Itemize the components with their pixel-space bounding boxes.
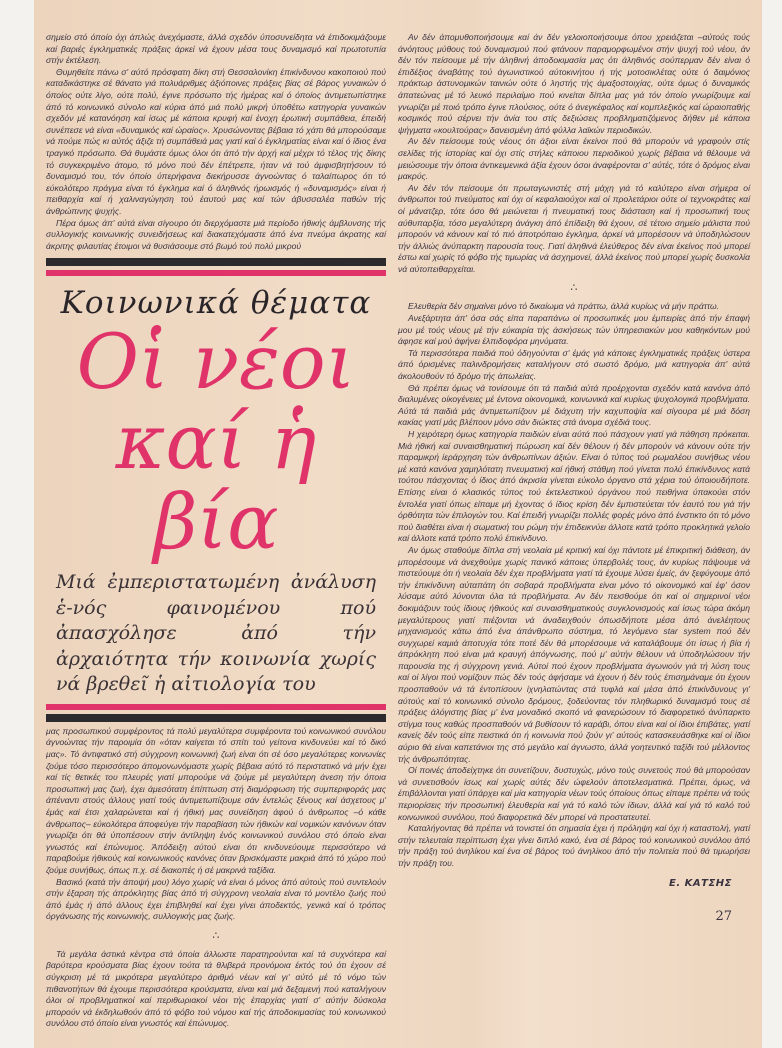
paragraph: μας προσωπικού συμφέροντος τά πολύ μεγαλύτερα συμφέροντα τού κοινωνικού συνόλου άγνοώντας τήν παροιμία ότι «όταν καίγεται τό σπίτι τού γείτονα κινδυνεύει καί τό δικό μας». Τό άντιφατικό στή σύγχρονη κοινωνική ζωή είναι ότι σέ όσο μεγαλύτερες κοινωνίες ζούμε τόσο περισσότερο άπομονωνόμαστε χωρίς βέβαια αύτό τό περιστατικό νά μήν έχει καί τίς θετικές του πλευρές γιατί μπορούμε νά ζούμε μέ μεγαλύτερη άνεση τήν όποια προσωπική μας ζωή, έχει άμεσότατη έπίπτωση στή διαμόρφωση τής συμπεριφοράς μας άπέναντι στούς άλλους γιατί τούς άντιμετωπίζουμε σάν έντελώς ξένους καί άσχετους μ' έμάς καί έτσι χαλαρώνεται καί ή ήθική μας συνείδηση άφού ό άνθρωπος –ό κάθε άνθρωπος– εύκολότερα άποφεύγει τήν παραβίαση τών ήθικών καί νομικών κανόνων όταν γνωρίζει ότι θά ύποπέσουν στήν άντίληψη ένός κοινωνικού συνόλου στό όποίο είναι γνωστός καί έπώνυμος. Άπόδειξη αύτού είναι ότι κινδυνεύουμε περισσότερο νά παραβούμε ήθικούς καί κοινωνικούς κανόνες όταν βρισκόμαστε μακριά άπό τό χώρο πού ζούμε συνήθως, όπως π.χ. σέ διακοπές ή σέ μακρινά ταξίδια. [46, 725, 386, 875]
separator-dots: ∴ [212, 928, 220, 942]
right-column-bottom-text [398, 301, 750, 869]
paragraph: Θυμηθείτε πάνω σ' αύτό πρόσφατη δίκη στή Θεσσαλονίκη έπικίνδυνου κακοποιού πού καταδικάστηκε σέ θάνατο γιά πολυάριθμες άξιόποινες πράξεις βίας σέ βάρος γυναικών ό όποίος ούτε λίγο, ούτε πολύ, έγινε πρόσωπο τής ήμέρας καί ό όποίος άντιμετωπίστηκε άπό τό κοινωνικό σύνολο καί κύρια άπό μιά πολύ μικρή ύποθέτω κατηγορία γυναικών σχεδόν μέ κατανόηση καί ίσως μέ κάποια κρυφή καί ένοχη έρωτική συμπάθεια, έπειδή συνέπεσε νά είναι «δυναμικός καί ώραίος». Χρυσώνοντας βέβαια τό χάπι θά μπορούσαμε νά πούμε πώς κι αύτός άξιζε τή συμπάθειά μας γιατί καί ό έγκληματίας είναι καί ό ίδιος ένα τραγικό πρόσωπο. Θά θυμάστε όμως όλοι ότι άπό τήν άρχή καί μέχρι τό τέλος τής δίκης τό συγκεκριμένο άτομο, τό μόνο πού δέν έπέτρεπε, ήταν νά τού άμφισβητήσουν τό δυναμισμό του, τόν όποίο ύπερήφανα διεκήρυσσε άγνοώντας ό ταλαίπωρος ότι τό εύκολότερο πράγμα είναι τό έγκλημα καί ό άληθινός ήρωισμός ή «δυναμισμός» είναι ή πειθαρχία καί ή χαλιναγώγηση τού έαυτού μας καί τών άβυσσαλέα παθών τής άνθρώπινης ψυχής. [46, 66, 386, 216]
left-column-bottom-text [46, 726, 386, 923]
right-column-top-text [398, 32, 750, 275]
paragraph: Οί ποινές άποδείχτηκε ότι συνετίζουν, δυστυχώς, μόνο τούς συνετούς πού θά μπορούσαν νά συνετισθούν ίσως καί χωρίς αύτές δέν ώφελούν άποτελεσματικά. Πρέπει, όμως, νά έπιβάλλονται γιατί ύπάρχει καί μία κατηγορία νέων τούς όποίους όπως είπαμε πρέπει νά τούς περιορίσεις τήν προσωπική έλευθερία καί γιά τό καλό τών ίδιων, άλλά καί γιά τό καλό τού κοινωνικού συνόλου, πού διαφορετικά δέν μπορεί νά προστατευτεί. [398, 765, 750, 822]
left-column-final-text [46, 949, 386, 1030]
paragraph: Ανεξάρτητα άπ' όσα σάς είπα παραπάνω οί προσωπικές μου έμπειρίες άπό τήν έπαφή μου μέ τούς νέους μέ τήν εύκαιρία τής άσκήσεως τών ύπηρεσιακών μου καθηκόντων μού άφησε καί μού άφήνει έλπιδοφόρα μηνύματα. [398, 313, 750, 347]
subtitle: Μιά ἐμπεριστατωμένη ἀνάλυση ἑ-νός φαινομένου πού ἀπασχόλησε ἀπό τήν ἀρχαιότητα τήν κοινωνία χωρίς νά βρεθεῖ ἡ αἰτιολογία του [56, 571, 376, 696]
paragraph: σημείο στό όποίο όχι άπλώς άνεχόμαστε, άλλά σχεδόν ύποσυνείδητα νά έπιδοκιμάζουμε καί βαριές έγκληματικές πράξεις άρκεί νά έχουν μέσα τους δυναμισμό καί πρωτοτυπία στήν έκτέλεση. [46, 32, 386, 66]
page-number: 27 [715, 908, 732, 924]
paragraph: Ελευθερία δέν σημαίνει μόνο τό δικαίωμα νά πράττω, άλλά κυρίως νά μήν πράττω. [408, 301, 720, 312]
headline-line-2: καί ἡ βία [115, 397, 317, 567]
divider-bar-black [46, 714, 386, 722]
magazine-page [34, 0, 762, 1048]
divider-bar-black [46, 258, 386, 266]
paragraph: Αν δέν άπομυθοποιήσουμε καί άν δέν γελοιοποιήσουμε όπου χρειάζεται –αύτούς τούς άνόητους μύθους τού δυναμισμού πού φτάνουν παραμορφωμένοι στήν ψυχή τού νέου, άν δέν τόν πείσουμε μέ τήν άληθινή άποδοκιμασία μας ότι άληθινός σούπερμαν δέν είναι ό έπιδέξιος άναβάτης τού άγωνιστικού αύτοκινήτου ή τής μοτοσικλέτας ούτε ό δαιμόνιος πράκτωρ άστυνομικών ταινιών ούτε ό ληστής τής άμαξοστοιχίας, ούτε όμως ό δυναμικός άπατεώνας μέ τό λευκό περιλαίμιο πού κινείται δίπλα μας γιά τόν όποίο γνωρίζουμε καί γνωρίζει μέ ποιό τρόπο έγινε πλούσιος, ούτε ό άνεγκέφαλος καί κομπλεξικός καί ώραιοπαθής κοσμικός πού σέρνει τήν άνία του στίς δεξιώσεις προβληματιζόμενος δήθεν μέ κάποια ψήγματα «κουλτούρας» δανεισμένη άπό φύλλα λαϊκών περιοδικών. [398, 32, 750, 135]
paragraph: Βασικό (κατά τήν άποψή μου) λόγο χωρίς νά είναι ό μόνος άπό αύτούς πού συντελούν στήν έξαρση τής άπρόκλητης βίας άπό τή σύγχρονη νεολαία είναι τό μοντέλο ζωής πού άπό έμάς ή άπό άλλους έχει έπιβληθεί καί έχει γίνει άποδεκτός, γενικά καί ό τρόπος όργάνωσης τής κοινωνικής, συλλογικής μας ζωής. [46, 876, 386, 922]
paragraph: Θά πρέπει όμως νά τονίσουμε ότι τά παιδιά αύτά προέρχονται σχεδόν κατά κανόνα άπό διαλυμένες οίκογένειες μέ έντονα οίκονομικά, κοινωνικά καί κυρίως ψυχολογικά προβλήματα. Αύτά τά παιδιά μάς άντιμετωπίζουν μέ διάχυτη τήν καχυποψία καί σίγουρα μέ μιά δόση κακίας γιατί μάς βλέπουν μόνο σάν διώκτες στά άνομα σχέδιά τους. [398, 382, 750, 428]
paragraph: Καταλήγοντας θά πρέπει νά τονιστεί ότι σημασία έχει ή πρόληψη καί όχι ή καταστολή, γιατί στήν τελευταία περίπτωση έχει γίνει διπλό κακό, ένα σέ βάρος τού κοινωνικού συνόλου άπό τήν πράξη τού άνηλίκου καί ένα σέ βάρος τού άνηλίκου άπό τήν πολιτεία πού θά τιμωρήσει τήν πράξη του. [398, 823, 750, 868]
left-column [46, 32, 386, 1030]
paragraph: Τά περισσότερα παιδιά πού όδηγούνται σ' έμάς γιά κάποιες έγκληματικές πράξεις ύστερα άπό όρισμένες παλινδρομήσεις καταλήγουν στό σωστό δρόμο, μιά κατηγορία άπ' αύτά άκολουθούν τό δρόμο τής άπωλείας. [398, 347, 750, 382]
headline-line-1: Οἱ νέοι [76, 317, 356, 407]
separator-dots: ∴ [570, 281, 578, 295]
author-signature: Ε. ΚΑΤΣΗΣ [669, 877, 732, 889]
right-column [398, 32, 750, 924]
section-kicker: Κοινωνικά θέματα [60, 285, 372, 322]
paragraph: Η χειρότερη όμως κατηγορία παιδιών είναι αύτά πού πάσχουν γιατί γιά πάθηση πρόκειται. Μιά ήθική καί συναισθηματική πώρωση καί δέν θέλουν ή δέν μπορούν νά κάνουν ούτε τήν παραμικρή ίεράρχηση τών άνθρωπίνων άξιών. Είναι ό τύπος τού ρωμαλέου συνήθως νέου μέ κατά κανόνα χαμηλότατη πνευματική καί ήθική στάθμη πού γίνεται πολύ έπικίνδυνος κατά τούτου πάσχοντας ό ίδιος άπό άκρισία γίνεται εύκολο όργανο στά χέρια τού όποιουδήποτε. Επίσης είναι ό κλασικός τύπος τού έκτελεστικού όργάνου πού πειθήνια ύπακούει στόν έντολέα γιατί όπως είπαμε μή έχοντας ό ίδιος κρίση δέν έμπιστεύεται τόν έαυτό του γιά τήν όρθότητα τών έπιλογών του. Καί έπειδή γνωρίζει πολλές φορές μόνο άπό ένστικτο ότι τό μόνο πού διαθέτει είναι ή σωματική του ρώμη τήν έπιδεικνύει άλλοτε κατά τρόπο προκλητικά γελοίο καί άλλοτε κατά τρόπο πολύ έπικίνδυνο. [398, 429, 750, 544]
paragraph: Αν δέν τόν πείσουμε ότι πρωταγωνιστές στή μάχη γιά τό καλύτερο είναι σήμερα οί άνθρωποι τού πνεύματος καί όχι οί κεφαλαιούχοι καί οί προλετάριοι ούτε οί τεχνοκράτες καί οί μάνατζερ, τότε όσο θά μειώνεται ή πνευματική τους διάσταση καί ή προσωπική τους αύθυπαρξία, τόσο μεγαλύτερη άνάγκη άπό έπίδειξη θά έχουν, σέ τέτοιο σημείο μάλιστα πού μπορούν νά κάνουν καί τό πιό άποτρόπαιο έγκλημα, άρκεί νά μπορέσουν νά ύποδηλώσουν τήν άλλιώς άνύπαρκτη παρουσία τους. Γιατί άληθινά έλεύθερος δέν είναι έκείνος πού μπορεί έστω καί χωρίς τό φόβο τής τιμωρίας νά άσχημονεί, άλλά έκείνος πού μπορεί χωρίς δυσκολία νά αύτοπειθαρχείται. [398, 182, 750, 274]
left-column-top-text [46, 32, 386, 252]
paragraph: Τά μεγάλα άστικά κέντρα στά όποία άλλωστε παρατηρούνται καί τά συχνότερα καί βαρύτερα κρούσματα βίας έχουν τούτα τά θλιβερά προνόμοια έκτός τού ότι έχουν σέ σύγκριση μέ τά μικρότερα μεγαλύτερο άριθμό νέων καί γι' αύτό μέ τό νόμο τών πιθανοτήτων θά έχουμε περισσότερα κρούσματα, είναι καί μιά δεξαμενή πού καταλήγουν όλοι οί προβληματικοί καί περιθωριακοί νέοι τής έπαρχίας γιατί σ' αύτήν δύσκολα μπορούν νά έκδηλωθούν άπό τό φόβο τού νόμου καί τής άποδοκιμασίας τού κοινωνικού συνόλου στό όποίο είναι γνωστός καί έπώνυμος. [46, 948, 386, 1029]
paragraph: Πέρα όμως άπ' αύτά είναι σίγουρο ότι διερχόμαστε μιά περίοδο ήθικής άμβλυνσης τής συλλογικής κοινωνικής συνειδήσεως καί διακατεχόμαστε άπό ένα πνεύμα άκρατης καί άκριτης φιλαυτίας έτοιμοι νά θυσιάσουμε στό βωμό τού πολύ μικρού [46, 217, 386, 251]
divider-bar-pink [46, 270, 386, 276]
paragraph: Αν δέν πείσουμε τούς νέους ότι άξιοι είναι έκείνοι πού θά μπορούν νά γραφούν στίς σελίδες τής ίστορίας καί όχι στίς στήλες κάποιου περιοδικού χωρίς βέβαια νά θέλουμε νά μειώσουμε τήν όποια άντικειμενικά άξία έχουν όσοι άναφέρονται σ' αύτές, τότε ό δρόμος είναι μακρύς. [398, 136, 750, 182]
paragraph: Αν όμως σταθούμε δίπλα στή νεολαία μέ κριτική καί όχι πάντοτε μέ έπικριτική διάθεση, άν μπορέσουμε νά άνεχθούμε χωρίς πανικό κάποιες ύπερβολές τους, άν κυρίως πάψουμε νά πιστεύουμε ότι ή νεολαία δέν έχει προβλήματα γιατί τά έχουμε λύσει έμείς, άν ξεφύγουμε άπό τήν έπικίνδυνη αύταπάτη ότι σοβαρά προβλήματα είναι μόνο τό οίκονομικό καί έφ' όσον λύσαμε αύτό λύνονται όλα τά προβλήματα. Αν δέν πεισθούμε ότι καί οί σημερινοί νέοι δοκιμάζουν τούς ίδιους ήθικούς καί συναισθηματικούς συγκλονισμούς καί ίσως τώρα άκόμη μεγαλύτερους γιατί πιέζονται νά άναδειχθούν όπωσδήποτε μέσα άπό άνελέητους μηχανισμούς κάτω άπό ένα άπάνθρωπο σύστημα, τό λεγόμενο star system πού δέν συγχωρεί καμιά άποτυχία τότε ποτέ δέν θά μπορέσουμε νά καταλάβουμε ότι ίσως ή βία ή άπρόκλητη πού είναι μιά κραυγή άπόγνωσης, πού μ' αύτήν θέλουν νά ύποδηλώσουν τήν παρουσία της ή σύγχρονη γενιά. Αύτοί πού έχουν προβλήματα άγωνιούν γιά τή λύση τους καί οί λίγοι πού νομίζουν πώς δέν τούς άφήσαμε νά έχουν ή δέν τούς έπισημάναμε ότι έχουν προσπαθούν νά τά έντοπίσουν ίχνηλατώντας στά τυφλά καί μέσα άπό έπικίνδυνους γι' αύτούς καί τό κοινωνικό σύνολο δρόμους, ξοδεύοντας τόν πληθωρικό δυναμισμό τους σέ πράξεις άλόγιστης βίας μ' ένα μοναδικό σκοπό νά φανερώσουν τό διαφορετικό άνύπαρκτο στίγμα τους καθώς προσπαθούν νά βυθίσουν τό καράβι, όπου είναι καί οί ίδιοι έπιβάτες, γιατί κανείς δέν τούς είπε πειστικά ότι ή κοινωνία πού ζούν γι' αύτούς κατασκευάσθηκε καί οί ίδιοι αύριο θά είναι καπετάνιοι της στό μεγάλο καί άγνωστο, άλλά γοητευτικό ταξίδι τού μέλλοντος τής άνθρωπότητας. [398, 544, 750, 764]
